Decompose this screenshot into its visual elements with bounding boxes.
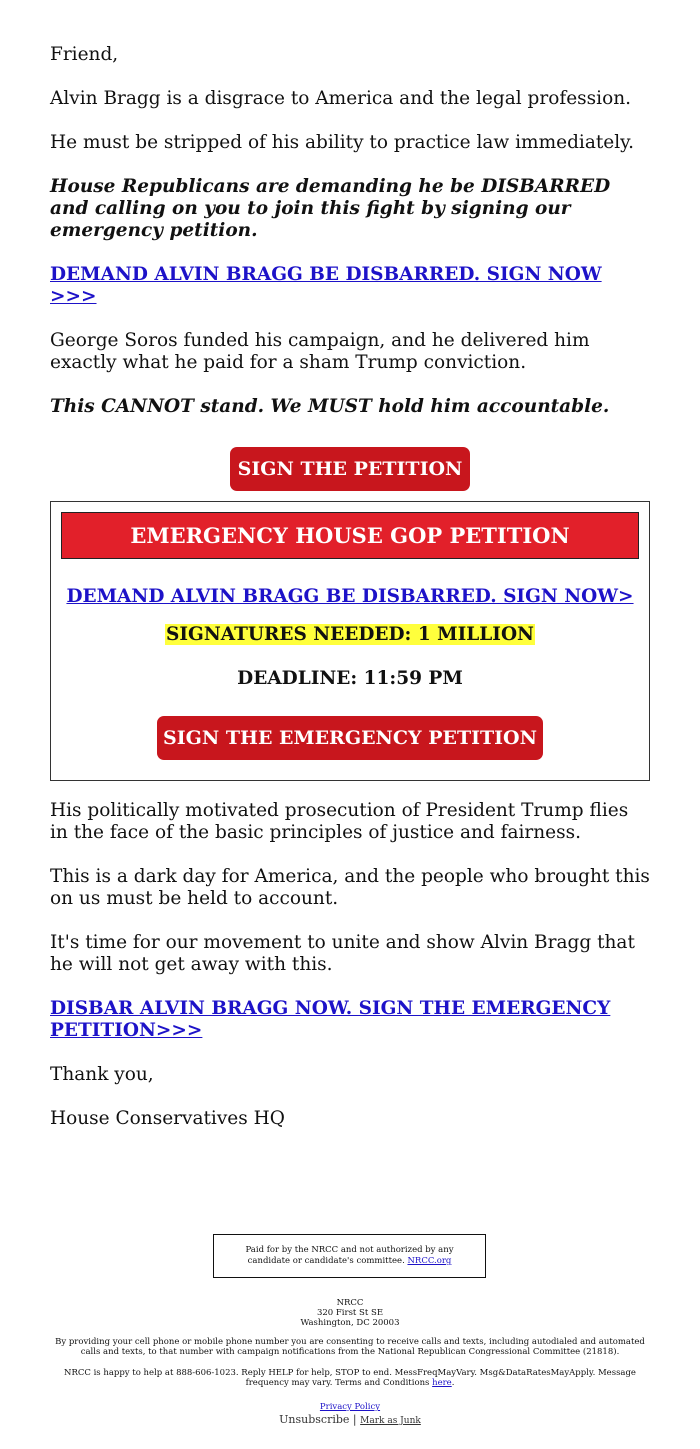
signature: House Conservatives HQ — [50, 1108, 285, 1129]
paid-for-text: Paid for by the NRCC and not authorized by any candidate or candidate's committee. — [245, 1245, 454, 1266]
paragraph-2: He must be stripped of his ability to practice law immediately. — [50, 132, 635, 153]
address-line-1: 320 First St SE — [316, 1308, 384, 1318]
link-1-wrapper — [50, 264, 640, 308]
paid-for-box — [213, 1234, 486, 1278]
signatures-needed: SIGNATURES NEEDED: 1 MILLION — [166, 624, 534, 645]
petition-demand-link[interactable]: DEMAND ALVIN BRAGG BE DISBARRED. SIGN NOW> — [66, 586, 634, 607]
help-text: NRCC is happy to help at 888-606-1023. Reply HELP for help, STOP to end. MessFreqMayVary. Msg&DataRatesMayApply. Message frequency may vary. Terms and Conditions — [64, 1368, 636, 1388]
paragraph-1: Alvin Bragg is a disgrace to America and the legal profession. — [50, 88, 632, 109]
sign-button-wrapper — [50, 447, 650, 491]
address-line-2: Washington, DC 20003 — [300, 1318, 400, 1328]
privacy-wrapper — [50, 1402, 650, 1412]
paragraph-3: George Soros funded his campaign, and he delivered him exactly what he paid for a sham Trump conviction. — [50, 330, 590, 373]
signatures-line — [51, 624, 649, 646]
petition-box — [50, 501, 650, 781]
demand-disbar-link[interactable]: DEMAND ALVIN BRAGG BE DISBARRED. SIGN NOW >>> — [50, 264, 602, 307]
nrcc-org-link[interactable]: NRCC.org — [407, 1256, 452, 1266]
mark-as-junk-link[interactable]: Mark as Junk — [360, 1416, 421, 1426]
greeting: Friend, — [50, 44, 119, 65]
closing: Thank you, — [50, 1064, 154, 1085]
unsubscribe-link[interactable]: Unsubscribe — [279, 1413, 350, 1426]
disbar-now-link[interactable]: DISBAR ALVIN BRAGG NOW. SIGN THE EMERGENCY PETITION>>> — [50, 998, 611, 1041]
deadline: DEADLINE: 11:59 PM — [237, 668, 463, 689]
sign-emergency-petition-button[interactable]: SIGN THE EMERGENCY PETITION — [157, 716, 543, 760]
unsubscribe-bar — [50, 1413, 650, 1428]
org-name: NRCC — [336, 1298, 364, 1308]
consent-text: By providing your cell phone or mobile phone number you are consenting to receive calls and texts, including autodialed and automated calls and texts, to that number with campaign notifications from the National Republican Congressional Committee (21818). — [55, 1337, 645, 1357]
paragraph-emphasis-1: House Republicans are demanding he be DISBARRED and calling on you to join this fight by signing our emergency petition. — [50, 176, 611, 241]
terms-here-link[interactable]: here — [432, 1378, 452, 1388]
sign-petition-button[interactable]: SIGN THE PETITION — [230, 447, 470, 491]
paragraph-6: It's time for our movement to unite and show Alvin Bragg that he will not get away with this. — [50, 932, 635, 975]
paragraph-5: This is a dark day for America, and the people who brought this on us must be held to account. — [50, 866, 650, 909]
link-2-wrapper — [50, 998, 650, 1042]
help-text-wrapper: NRCC is happy to help at 888-606-1023. Reply HELP for help, STOP to end. MessFreqMayVary. Msg&DataRatesMayApply. Message frequency may vary. Terms and Conditions here. — [64, 1368, 636, 1388]
paragraph-emphasis-2: This CANNOT stand. We MUST hold him accountable. — [50, 396, 610, 417]
paragraph-4: His politically motivated prosecution of President Trump flies in the face of the basic principles of justice and fairness. — [50, 800, 629, 843]
privacy-policy-link[interactable]: Privacy Policy — [319, 1402, 381, 1412]
emergency-button-wrapper — [51, 716, 649, 760]
separator: | — [352, 1413, 357, 1426]
petition-link-wrapper — [51, 586, 649, 608]
petition-header: EMERGENCY HOUSE GOP PETITION — [61, 512, 639, 559]
